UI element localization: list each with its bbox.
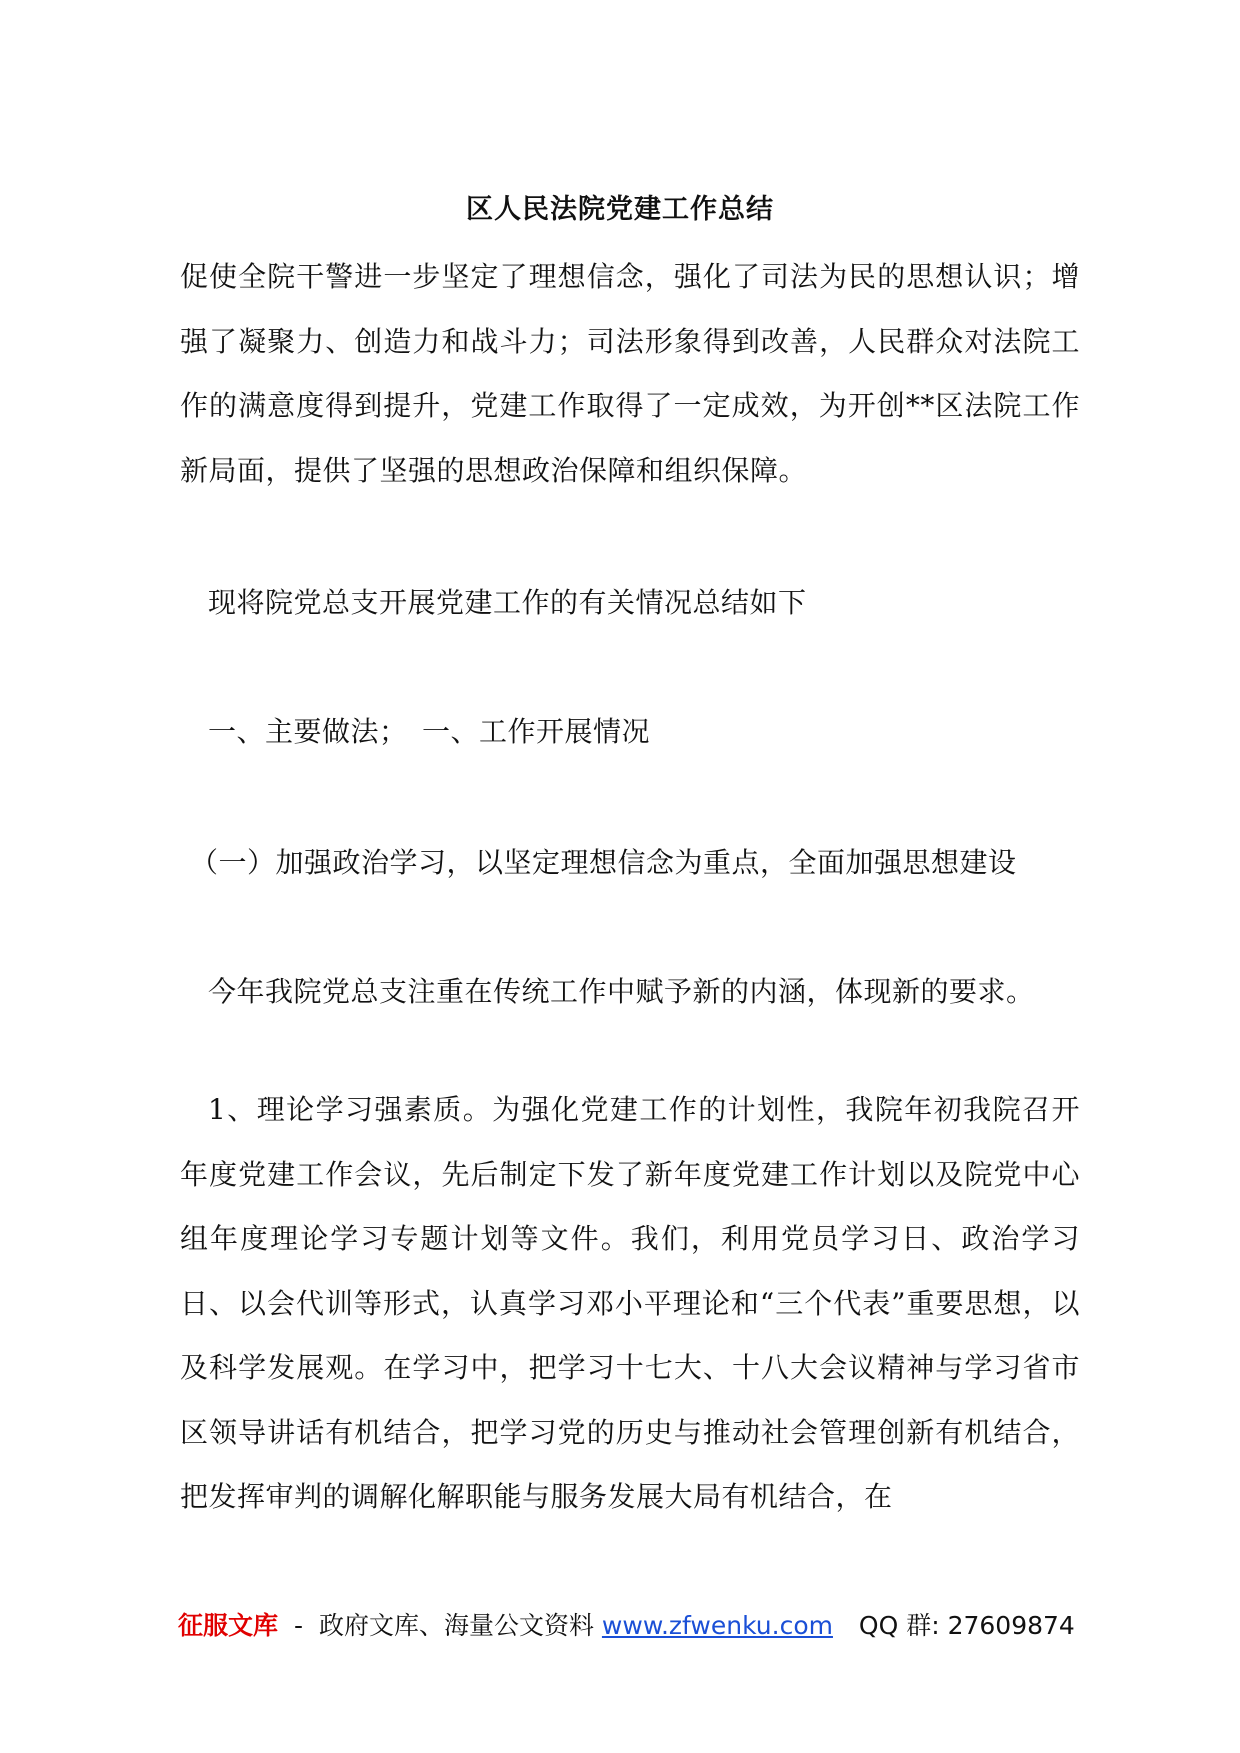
paragraph-theory-study: 1、理论学习强素质。为强化党建工作的计划性，我院年初我院召开年度党建工作会议，先后制定下发了新年度党建工作计划以及院党中心组年度理论学习专题计划等文件。我们，利用党员学习日、政治学习日、以会代训等形式，认真学习邓小平理论和“三个代表”重要思想，以及科学发展观。在学习中，把学习十七大、十八大会议精神与学习省市区领导讲话有机结合，把学习党的历史与推动社会管理创新有机结合，把发挥审判的调解化解职能与服务发展大局有机结合，在 (180, 1093, 1080, 1513)
subsection-heading-political-study: （一）加强政治学习，以坚定理想信念为重点，全面加强思想建设 (190, 846, 1017, 879)
paragraph-new-requirements: 今年我院党总支注重在传统工作中赋予新的内涵，体现新的要求。 (208, 975, 1035, 1008)
footer-separator: - (293, 1611, 303, 1640)
footer-banner (178, 1606, 1078, 1646)
paragraph-intro: 促使全院干警进一步坚定了理想信念，强化了司法为民的思想认识；增强了凝聚力、创造力和战斗力；司法形象得到改善，人民群众对法院工作的满意度得到提升，党建工作取得了一定成效，为开创**区法院工作新局面，提供了坚强的思想政治保障和组织保障。 (180, 260, 1080, 487)
footer-qq-group: QQ 群: 27609874 (858, 1611, 1075, 1640)
paragraph-summary-lead: 现将院党总支开展党建工作的有关情况总结如下 (208, 586, 807, 619)
document-title: 区人民法院党建工作总结 (466, 194, 774, 225)
section-heading-main-practices: 一、主要做法； 一、工作开展情况 (208, 715, 651, 748)
footer-brand: 征服文库 (178, 1611, 279, 1640)
footer-website-link[interactable]: www.zfwenku.com (601, 1611, 833, 1640)
footer-tagline: 政府文库、海量公文资料 (318, 1611, 594, 1640)
